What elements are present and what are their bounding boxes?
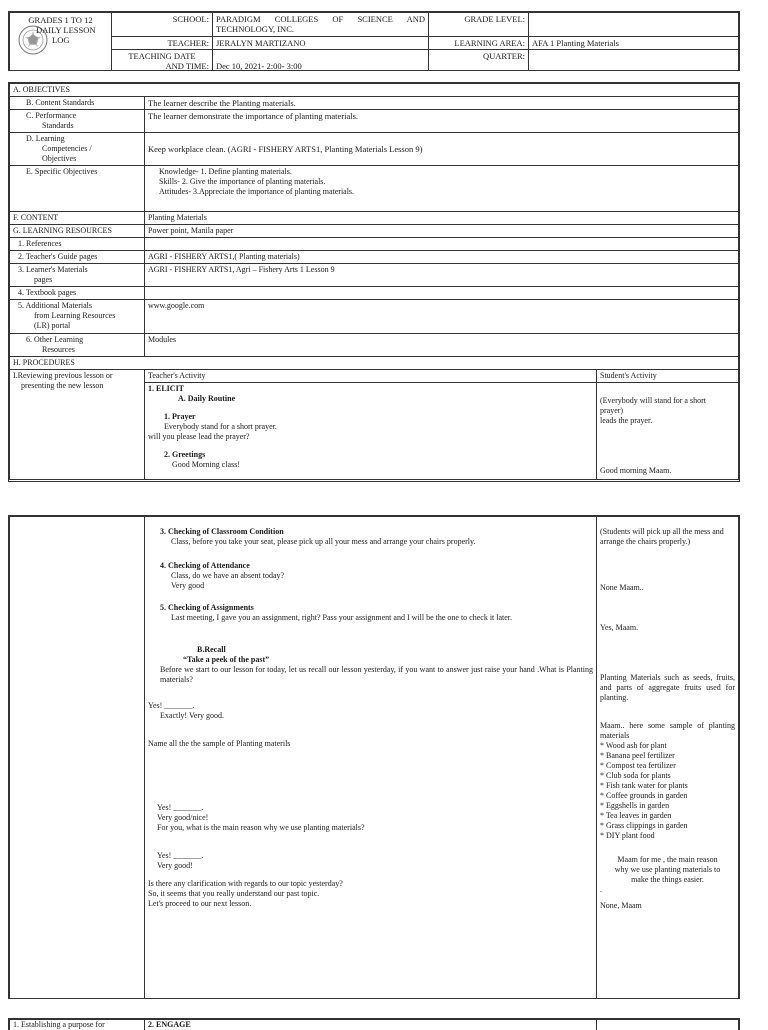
assignment-heading: 5. Checking of Assignments — [157, 603, 593, 613]
teacher-activity-p1 — [145, 383, 597, 480]
step-label-2: presenting the new lesson — [13, 381, 141, 391]
list-item: * Banana peel fertilizer — [600, 751, 735, 761]
room-line-1: Class, before you take your seat, please pick up all your mess and arrange your chairs properly. — [157, 537, 593, 547]
prayer-line-2: will you please lead the prayer? — [148, 432, 593, 442]
yes-line-2: Yes! _______. — [157, 803, 593, 813]
title-line-1: GRADES 1 TO 12 — [12, 15, 109, 25]
competencies-label — [10, 133, 145, 166]
perf-label-1: C. Performance — [26, 111, 141, 121]
s-attendance: None Maam.. — [600, 583, 735, 593]
content-value: Planting Materials — [145, 212, 739, 225]
content-standards-value: The learner describe the Planting materials. — [145, 97, 739, 110]
grade-value — [529, 13, 739, 37]
content-heading: F. CONTENT — [10, 212, 145, 225]
specific-objectives-label: E. Specific Objectives — [10, 166, 145, 212]
teacher-value: JERALYN MARTIZANO — [213, 37, 429, 50]
clarification-line-3: Let's proceed to our next lesson. — [148, 899, 593, 909]
spec-skills: Skills- 2. Give the importance of planting materials. — [159, 177, 735, 187]
references-label: 1. References — [10, 238, 145, 251]
resources-heading-value: Power point, Manila paper — [145, 225, 739, 238]
s-clarification: None, Maam — [600, 901, 735, 911]
attendance-line-2: Very good — [157, 581, 593, 591]
list-item: * Eggshells in garden — [600, 801, 735, 811]
other-label-2: Resources — [26, 345, 141, 355]
comp-label-1: D. Learning — [26, 134, 141, 144]
date-label-1: TEACHING DATE — [115, 51, 209, 61]
list-item: * Grass clippings in garden — [600, 821, 735, 831]
teacher-activity-p2 — [145, 517, 597, 1000]
lesson-table — [8, 82, 740, 482]
title-cell — [10, 13, 112, 72]
elicit-heading: 1. ELICIT — [148, 384, 593, 394]
student-activity-p1 — [597, 383, 739, 480]
student-activity-p2 — [597, 517, 739, 1000]
teachers-guide-label: 2. Teacher's Guide pages — [10, 251, 145, 264]
attendance-heading: 4. Checking of Attendance — [157, 561, 593, 571]
list-item: * Tea leaves in garden — [600, 811, 735, 821]
date-label-2: AND TIME: — [115, 61, 209, 71]
title-line-3: LOG — [52, 35, 69, 45]
list-item: * Coffee grounds in garden — [600, 791, 735, 801]
list-item: * Club soda for plants — [600, 771, 735, 781]
s-assignment: Yes, Maam. — [600, 623, 735, 633]
title-line-2: DAILY LESSON — [36, 25, 96, 35]
quarter-label: QUARTER: — [429, 50, 529, 72]
other-label-1: 6. Other Learning — [26, 335, 141, 345]
perf-label-2: Standards — [26, 121, 141, 131]
header-table — [8, 11, 740, 71]
list-item: * DIY plant food — [600, 831, 735, 841]
add-label-3: (LR) portal — [18, 321, 141, 331]
references-value — [145, 238, 739, 251]
additional-materials-value: www.google.com — [145, 300, 739, 334]
exactly-line: Exactly! Very good. — [157, 711, 593, 721]
name-all-line: Name all the the sample of Planting materils — [148, 739, 593, 749]
step-label-1: I.Reviewing previous lesson or — [13, 371, 141, 381]
other-resources-label — [10, 334, 145, 357]
s-sample-heading: Maam.. here some sample of planting materials — [600, 721, 735, 741]
yes-line-3: Yes! _______. — [157, 851, 593, 861]
step-label — [10, 370, 145, 480]
recall-line-1: Before we start to our lesson for today, let us recall our lesson yesterday, if you want to answer just raise your hand .What is Planting materials? — [157, 665, 593, 685]
main-reason-line: For you, what is the main reason why we use planting materials? — [157, 823, 593, 833]
clarification-line-2: So, it seems that you really understand our past topic. — [148, 889, 593, 899]
performance-standards-value: The learner demonstrate the importance of planting materials. — [145, 110, 739, 133]
assignment-line-1: Last meeting, I gave you an assignment, right? Pass your assignment and I will be the one to check it later. — [157, 613, 593, 623]
engage-heading: 2. ENGAGE — [145, 1020, 597, 1030]
lm-label-1: 3. Learner's Materials — [18, 265, 141, 275]
s-reason-3: make the things easier. — [600, 875, 735, 885]
student-activity-p3 — [597, 1020, 739, 1030]
textbook-label: 4. Textbook pages — [10, 287, 145, 300]
specific-objectives-value — [145, 166, 739, 212]
additional-materials-label — [10, 300, 145, 334]
page-3-table — [8, 1018, 740, 1030]
objectives-heading: A. OBJECTIVES — [10, 84, 739, 97]
s-prayer-1: (Everybody will stand for a short — [600, 396, 735, 406]
spec-attitudes: Attitudes- 3.Appreciate the importance of planting materials. — [159, 187, 735, 197]
yes-line-1: Yes! _______. — [148, 701, 593, 711]
s-room: (Students will pick up all the mess and arrange the chairs properly.) — [600, 527, 735, 547]
recall-title: “Take a peek of the past” — [157, 655, 593, 665]
learners-materials-label — [10, 264, 145, 287]
step-label-p3: 1. Establishing a purpose for — [10, 1020, 145, 1030]
school-value: PARADIGM COLLEGES OF SCIENCE AND TECHNOLOGY, INC. — [213, 13, 429, 37]
greetings-line-1: Good Morning class! — [148, 460, 593, 470]
content-standards-label: B. Content Standards — [10, 97, 145, 110]
room-heading: 3. Checking of Classroom Condition — [157, 527, 593, 537]
greetings-heading: 2. Greetings — [148, 450, 593, 460]
prayer-heading: 1. Prayer — [148, 412, 593, 422]
textbook-value — [145, 287, 739, 300]
recall-heading: B.Recall — [157, 645, 593, 655]
school-label: SCHOOL: — [112, 13, 213, 37]
teachers-guide-value: AGRI - FISHERY ARTS1,( Planting materials) — [145, 251, 739, 264]
date-value-text: Dec 10, 2021- 2:00- 3:00 — [216, 61, 302, 71]
grade-label: GRADE LEVEL: — [429, 13, 529, 37]
area-value: AFA 1 Planting Materials — [529, 37, 739, 50]
other-resources-value: Modules — [145, 334, 739, 357]
attendance-line-1: Class, do we have an absent today? — [157, 571, 593, 581]
competencies-value: Keep workplace clean. (AGRI - FISHERY ARTS1, Planting Materials Lesson 9) — [145, 133, 739, 166]
s-recall: Planting Materials such as seeds, fruits, and parts of aggregate fruits used for planting. — [600, 673, 735, 703]
performance-standards-label — [10, 110, 145, 133]
step-column-p2 — [10, 517, 145, 1000]
list-item: * Compost tea fertilizer — [600, 761, 735, 771]
student-activity-header: Student's Activity — [597, 370, 739, 383]
teacher-activity-header: Teacher's Activity — [145, 370, 597, 383]
list-item: * Wood ash for plant — [600, 741, 735, 751]
teacher-label: TEACHER: — [112, 37, 213, 50]
very-good-nice-line: Very good/nice! — [157, 813, 593, 823]
daily-routine-heading: A. Daily Routine — [148, 394, 593, 404]
s-reason-1: Maam for me , the main reason — [600, 855, 735, 865]
sample-list — [600, 741, 735, 841]
spec-knowledge: Knowledge- 1. Define planting materials. — [159, 167, 735, 177]
page-2-table — [8, 515, 740, 999]
comp-label-2: Competencies / — [26, 144, 141, 154]
add-label-1: 5. Additional Materials — [18, 301, 141, 311]
s-reason-dot: . — [600, 885, 735, 895]
very-good-line: Very good! — [157, 861, 593, 871]
area-label: LEARNING AREA: — [429, 37, 529, 50]
s-prayer-2: prayer) — [600, 406, 735, 416]
resources-heading: G. LEARNING RESOURCES — [10, 225, 145, 238]
s-prayer-3: leads the prayer. — [600, 416, 735, 426]
learners-materials-value: AGRI - FISHERY ARTS1, Agri – Fishery Arts 1 Lesson 9 — [145, 264, 739, 287]
list-item: * Fish tank water for plants — [600, 781, 735, 791]
lm-label-2: pages — [18, 275, 141, 285]
s-reason-2: why we use planting materials to — [600, 865, 735, 875]
date-label — [112, 50, 213, 72]
quarter-value — [529, 50, 739, 72]
date-value — [213, 50, 429, 72]
comp-label-3: Objectives — [26, 154, 141, 164]
prayer-line-1: Everybody stand for a short prayer. — [148, 422, 593, 432]
s-greet: Good morning Maam. — [600, 466, 735, 476]
clarification-line-1: Is there any clarification with regards to our topic yesterday? — [148, 879, 593, 889]
procedures-heading: H. PROCEDURES — [10, 357, 739, 370]
add-label-2: from Learning Resources — [18, 311, 141, 321]
